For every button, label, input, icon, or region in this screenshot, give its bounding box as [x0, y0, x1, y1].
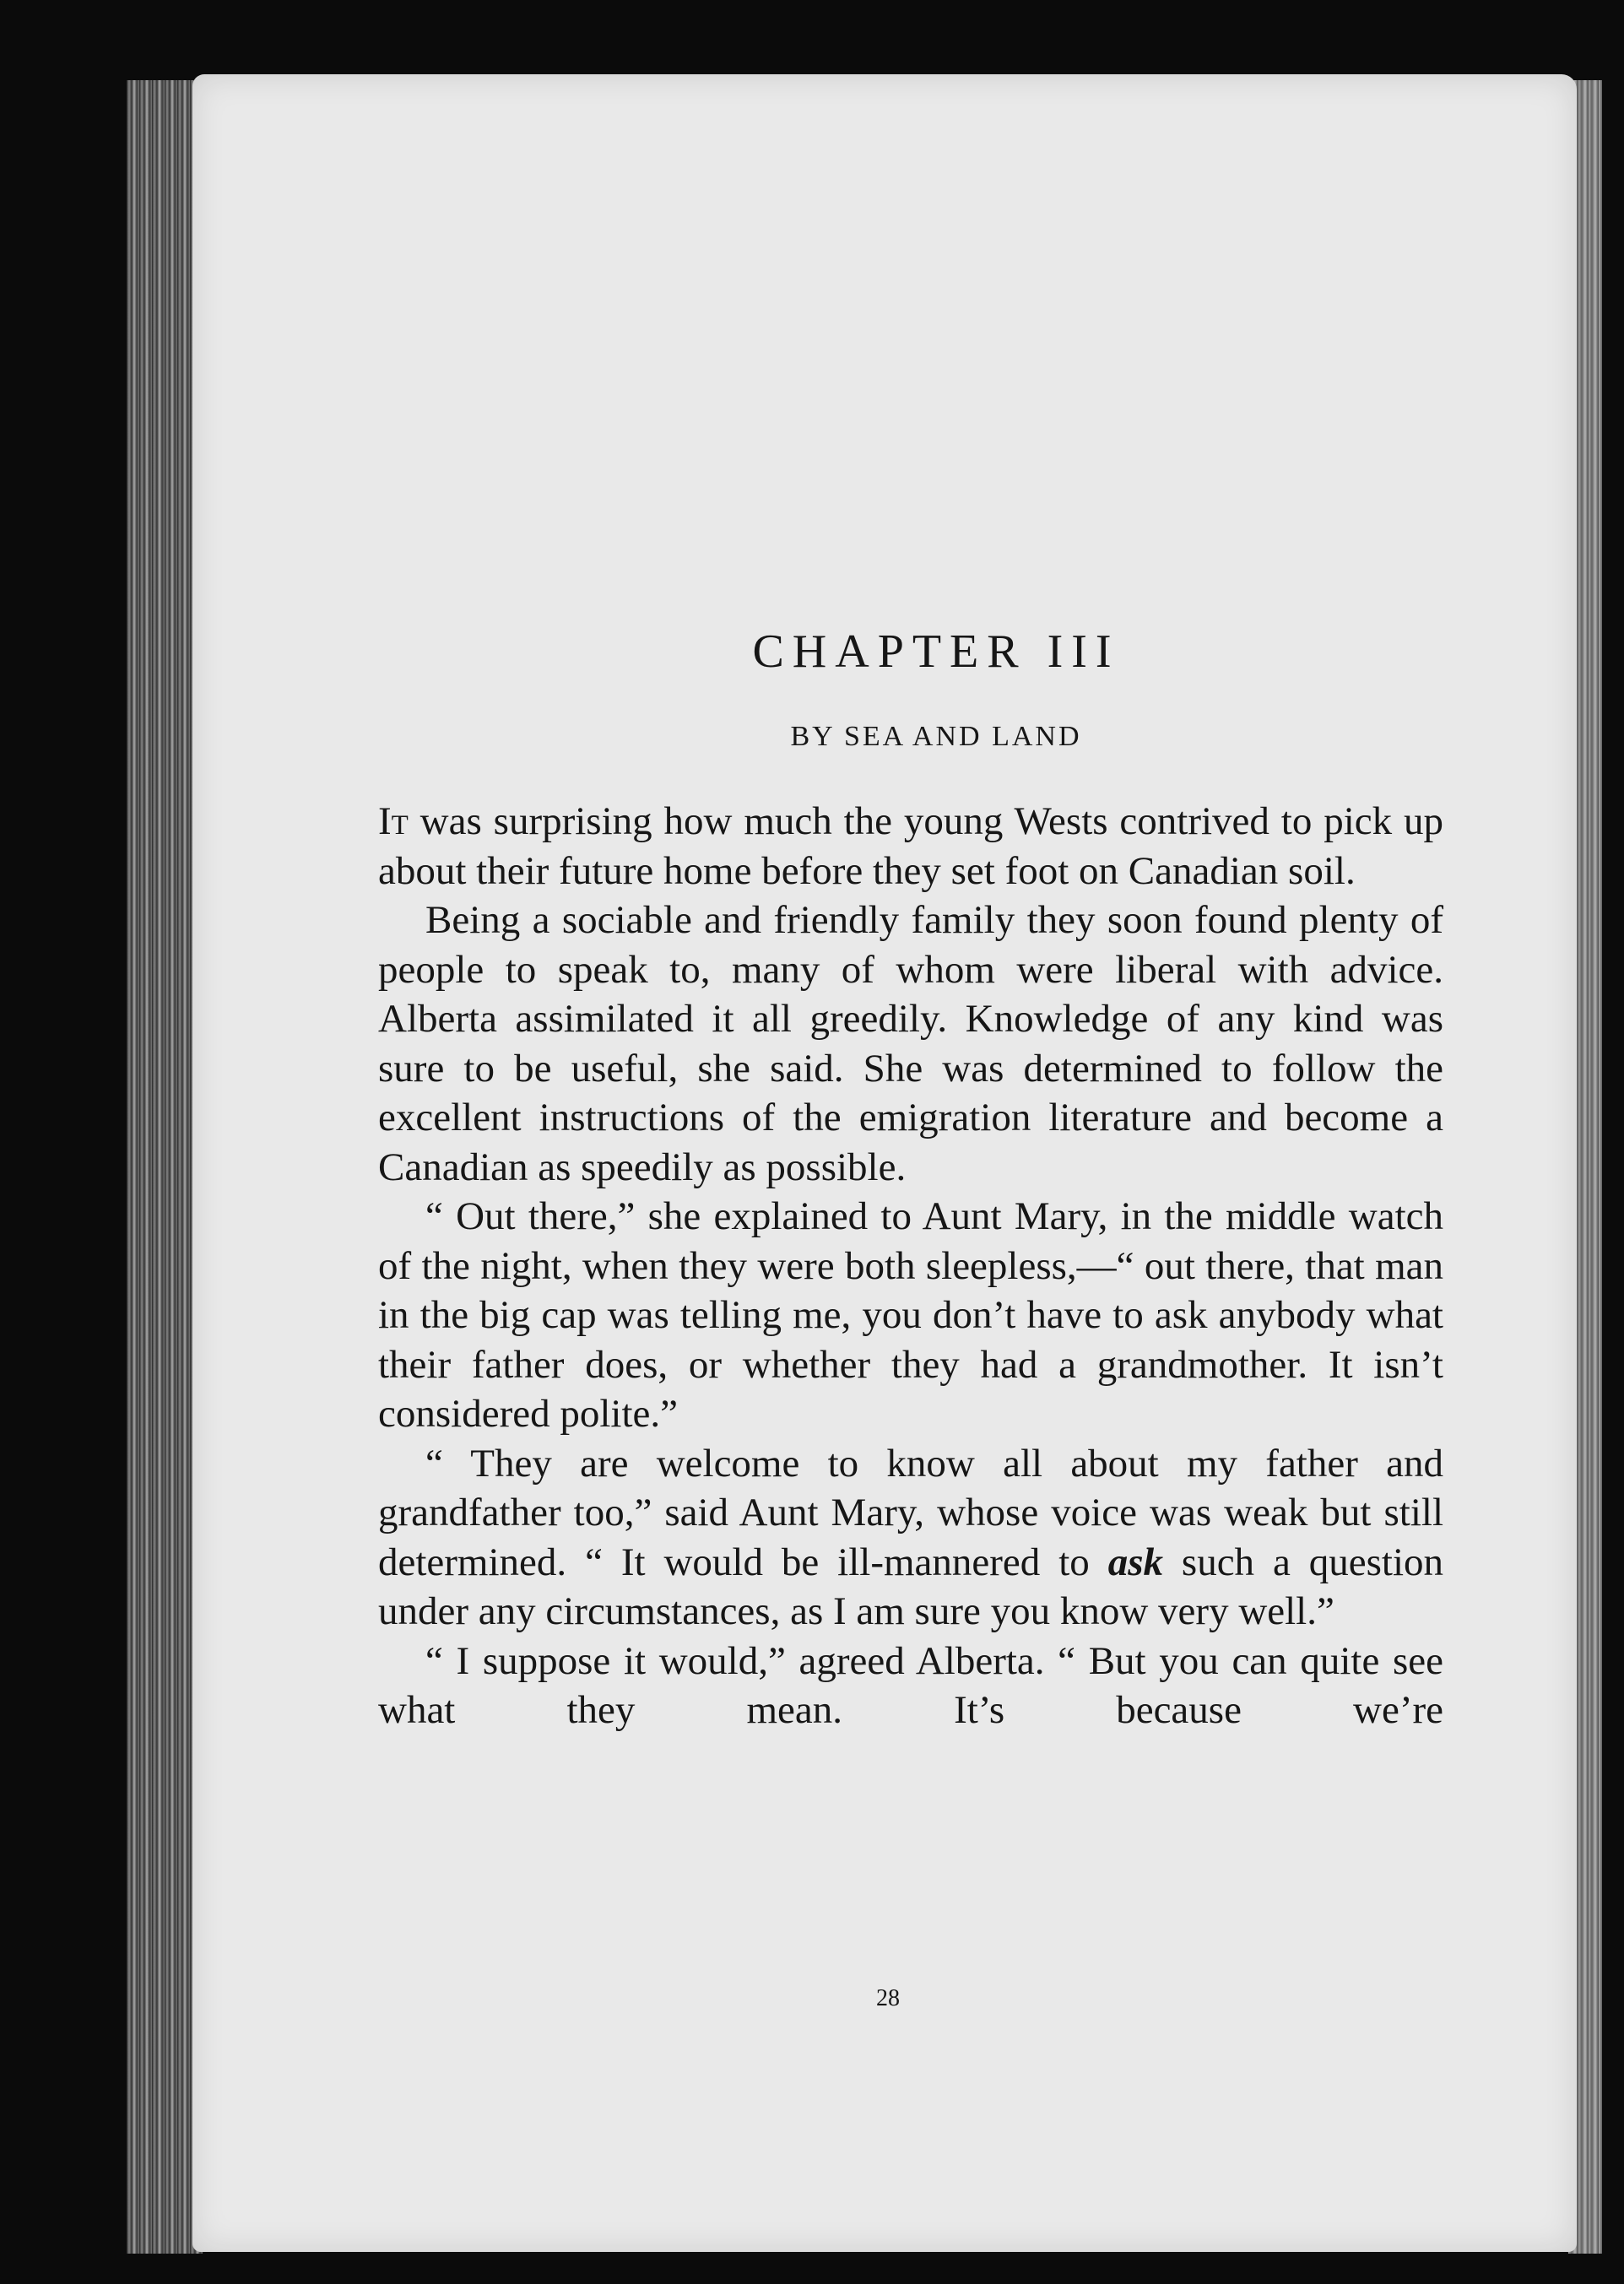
paragraph-lead-word: It: [378, 799, 409, 843]
book-fore-edge-left: [127, 80, 203, 2254]
paragraph-5: “ I suppose it would,” agreed Alberta. “ But you can quite see what they mean. It’s because we’re: [378, 1638, 1443, 1732]
paragraph-4: [378, 1439, 1443, 1637]
paragraph-4-after: such a question under any circumstances, as I am sure you know very well.”: [378, 1540, 1444, 1633]
paragraph-3: “ Out there,” she explained to Aunt Mary, in the middle watch of the night, when they were both sleepless,—“ out there, that man in the big cap was telling me, you don’t have to ask anybody what their father does, or whether they had a grandmother. It isn’t considered polite.”: [378, 1194, 1443, 1436]
paragraph-4-before: “ They are welcome to know all about my father and grandfather too,” said Aunt Mary, whose voice was weak but still determined. “ It would be ill-mannered to: [378, 1441, 1443, 1584]
paragraph-4-emphasis: ask: [1107, 1540, 1163, 1584]
chapter-subtitle: BY SEA AND LAND: [790, 721, 1082, 752]
page-number: 28: [876, 1985, 900, 2011]
paragraph-1: [378, 797, 1443, 896]
paragraph-1-text: was surprising how much the young Wests contrived to pick up about their future home before they set foot on Canadian soil.: [378, 799, 1443, 893]
paragraph-2: Being a sociable and friendly family they soon found plenty of people to speak to, many of whom were liberal with advice. Alberta assimilated it all greedily. Knowledge of any kind was sure to be useful, she said. She was determined to follow the excellent instructions of the emigration literature and become a Canadian as speedily as possible.: [378, 898, 1443, 1189]
chapter-title: CHAPTER III: [752, 625, 1120, 678]
page-text-block: [378, 625, 1443, 1735]
